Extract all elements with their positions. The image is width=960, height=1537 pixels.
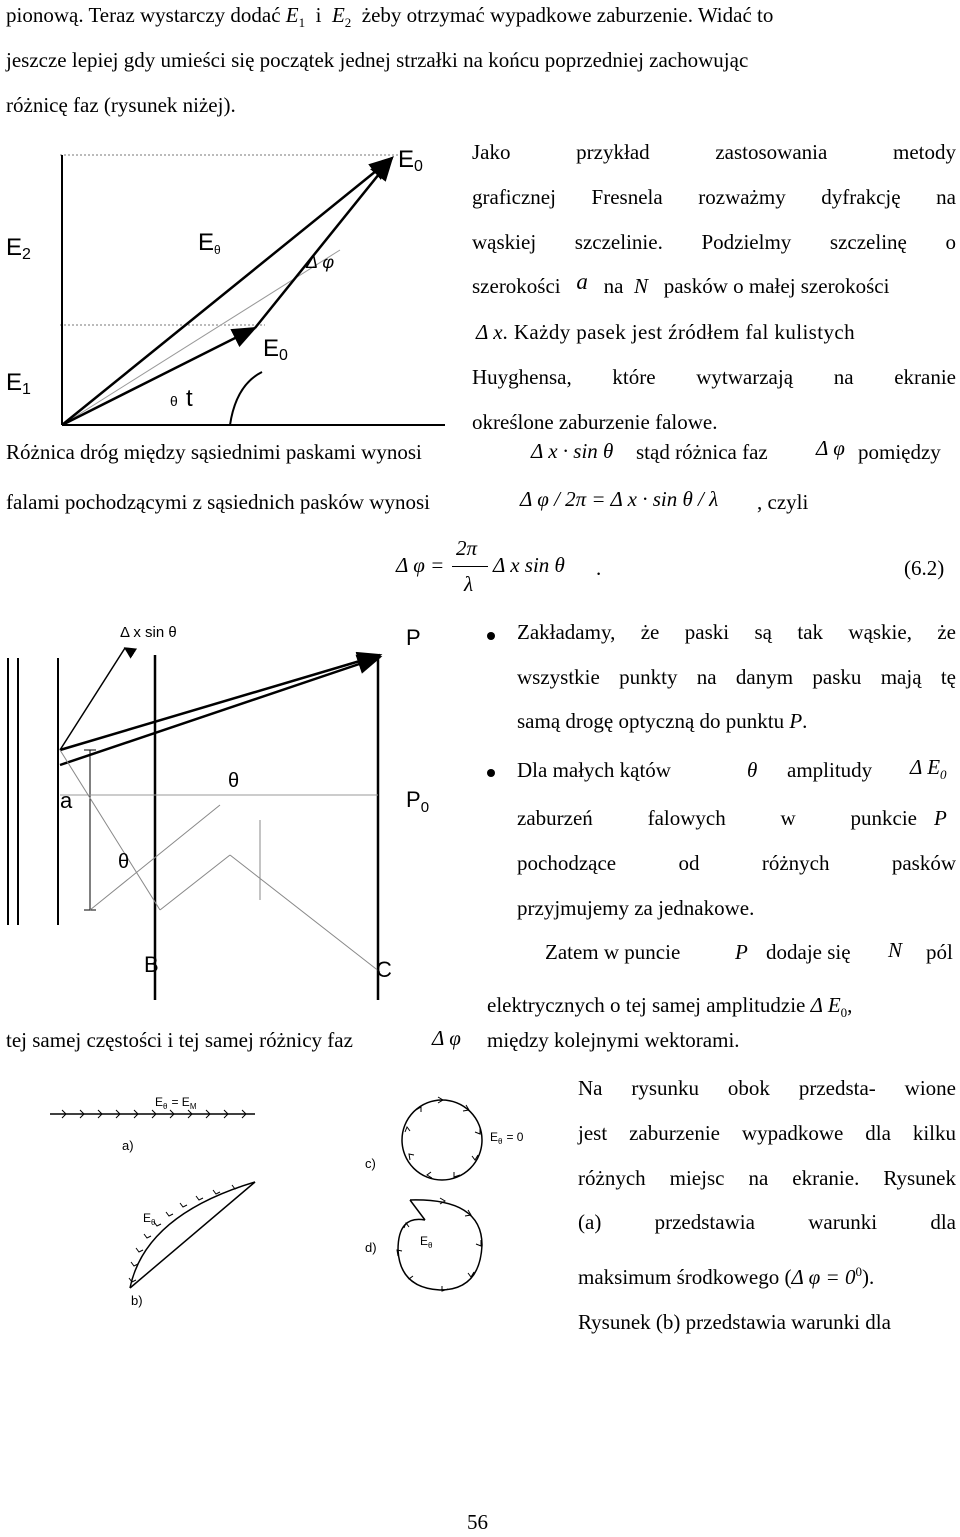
text-span: .: [802, 709, 808, 733]
equation-lhs: Δ φ =: [396, 553, 445, 577]
text-line: [578, 1265, 874, 1288]
text-span: na: [603, 274, 624, 298]
text-line: falami pochodzącymi z sąsiednich pasków wynosi: [6, 490, 430, 514]
text-line: Na rysunku obok przedsta- wione: [578, 1076, 956, 1100]
math-expr: Δ φ: [816, 436, 845, 460]
math-var: P: [735, 940, 748, 964]
equation-rhs: Δ x sin θ: [493, 553, 565, 577]
text-line: pomiędzy: [858, 440, 941, 464]
text-line: przyjmujemy za jednakowe.: [517, 896, 755, 920]
text-line: [517, 808, 917, 829]
math-var: P: [934, 806, 947, 830]
text-line: pochodzące od różnych pasków: [517, 851, 956, 875]
case-d-resultant: [410, 1200, 425, 1220]
text-line: różnych miejsc na ekranie. Rysunek: [578, 1166, 956, 1190]
label-theta: θ: [170, 393, 178, 409]
math-var: E: [331, 3, 345, 27]
label-e0-mid: E0: [263, 335, 288, 364]
text-line: Huyghensa, które wytwarzają na ekranie: [472, 365, 956, 389]
text-span: pasków o małej szerokości: [663, 274, 890, 298]
equation-period: .: [596, 556, 602, 580]
case-d-spiral: [398, 1200, 482, 1290]
label-d-e: $E_\theta$: [420, 1234, 433, 1250]
math-sup: 0: [855, 1264, 862, 1279]
math-var: E: [285, 3, 299, 27]
label-theta-mid: θ: [228, 770, 240, 792]
text-span: szerokości: [472, 274, 561, 298]
text-line: wąskiej szczelinie. Podzielmy szczelinę o: [472, 230, 956, 254]
math-expr: Δ φ / 2π = Δ x · sin θ / λ: [520, 487, 719, 511]
label-case-d: d): [365, 1240, 377, 1255]
text-span: ).: [861, 1265, 875, 1289]
case-b-resultant: [130, 1182, 255, 1288]
text-line: Zakładamy, że paski są tak wąskie, że: [517, 620, 956, 644]
label-theta-low: θ: [118, 851, 130, 873]
text-span: ,: [847, 993, 853, 1017]
math-expr: Δ E: [810, 993, 841, 1017]
case-b-ticks: [129, 1185, 239, 1282]
label-p: P: [406, 625, 421, 650]
label-b: B: [144, 952, 159, 977]
math-var: N: [633, 274, 648, 298]
equation-denominator: λ: [464, 572, 474, 596]
label-c: C: [376, 957, 392, 982]
text-line: stąd różnica faz: [636, 440, 768, 464]
label-dphi: Δ φ: [306, 252, 335, 272]
math-sub: 1: [298, 15, 306, 30]
label-e1: E1: [6, 369, 31, 398]
label-c-eq: $E_\theta = 0$: [490, 1130, 524, 1146]
text-span: maksimum środkowego (: [578, 1265, 792, 1289]
text-line: jest zaburzenie wypadkowe dla kilku: [578, 1121, 956, 1145]
math-expr: Δ x · sin θ: [531, 439, 614, 463]
text-line: określone zaburzenie falowe.: [472, 410, 718, 434]
math-expr: Δ $E_0$: [910, 755, 947, 782]
label-case-c: c): [365, 1156, 376, 1171]
text-line: jeszcze lepiej gdy umieści się początek jednej strzałki na końcu poprzedniej zachowując: [6, 48, 749, 72]
text-line: amplitudy: [787, 758, 873, 782]
text-line: [517, 711, 807, 732]
label-e2: E2: [6, 234, 31, 263]
text-line: dodaje się: [766, 940, 851, 964]
label-b-e: $E_\theta$: [143, 1211, 156, 1227]
math-sub: 0: [840, 1005, 848, 1020]
text-line: graficznej Fresnela rozważmy dyfrakcję na: [472, 185, 956, 209]
math-var: N: [888, 938, 903, 962]
math-var: P: [789, 709, 803, 733]
case-d-ticks: [397, 1198, 481, 1291]
text-line: wszystkie punkty na danym pasku mają tę: [517, 665, 956, 689]
equation-numerator: 2π: [456, 536, 478, 560]
label-a-eq: $E_\theta = E_M$: [155, 1095, 197, 1111]
label-e0: E0: [398, 146, 423, 175]
text-line: Zatem w puncie: [545, 940, 681, 964]
text-span: samą drogę optyczną do punktu: [517, 709, 785, 733]
text-span: . Każdy pasek jest źródłem fal kulistych: [502, 320, 856, 344]
text-line: (a) przedstawia warunki dla: [578, 1210, 956, 1234]
text-span: pionową. Teraz wystarczy dodać: [6, 3, 281, 27]
math-var: a: [576, 269, 588, 294]
math-expr: Δ φ: [432, 1026, 461, 1050]
page-number: 56: [467, 1510, 488, 1534]
label-p0: $P_0$: [406, 787, 430, 816]
equation-number: (6.2): [904, 556, 945, 580]
text-span: i: [315, 3, 322, 27]
text-line: tej samej częstości i tej samej różnicy faz: [6, 1028, 353, 1052]
label-case-a: a): [122, 1138, 134, 1153]
label-case-b: b): [131, 1293, 143, 1308]
math-expr: Δ x: [476, 320, 503, 344]
label-dxsin: Δ x sin θ: [120, 624, 177, 641]
text-line: między kolejnymi wektorami.: [487, 1028, 740, 1052]
text-span: elektrycznych o tej samej amplitudzie: [487, 993, 806, 1017]
text-span: zaburzeń falowych w punkcie: [517, 806, 917, 830]
text-line: , czyli: [757, 490, 809, 514]
math-expr: Δ φ = 0: [791, 1265, 856, 1289]
label-t: t: [186, 385, 193, 412]
text-line: Różnica dróg między sąsiednimi paskami wynosi: [6, 440, 422, 464]
math-sub: 2: [344, 15, 352, 30]
text-line: Rysunek (b) przedstawia warunki dla: [578, 1310, 891, 1334]
text-line: różnicę faz (rysunek niżej).: [6, 93, 236, 117]
text-span: żeby otrzymać wypadkowe zaburzenie. Widać to: [361, 3, 774, 27]
label-a: a: [60, 788, 73, 813]
case-c-circle: [402, 1100, 482, 1180]
text-line: Jako przykład zastosowania metody: [472, 140, 956, 164]
math-var: θ: [747, 758, 758, 782]
text-line: Dla małych kątów: [517, 758, 671, 782]
label-etheta: Eθ: [198, 229, 221, 257]
text-line: pól: [926, 940, 953, 964]
